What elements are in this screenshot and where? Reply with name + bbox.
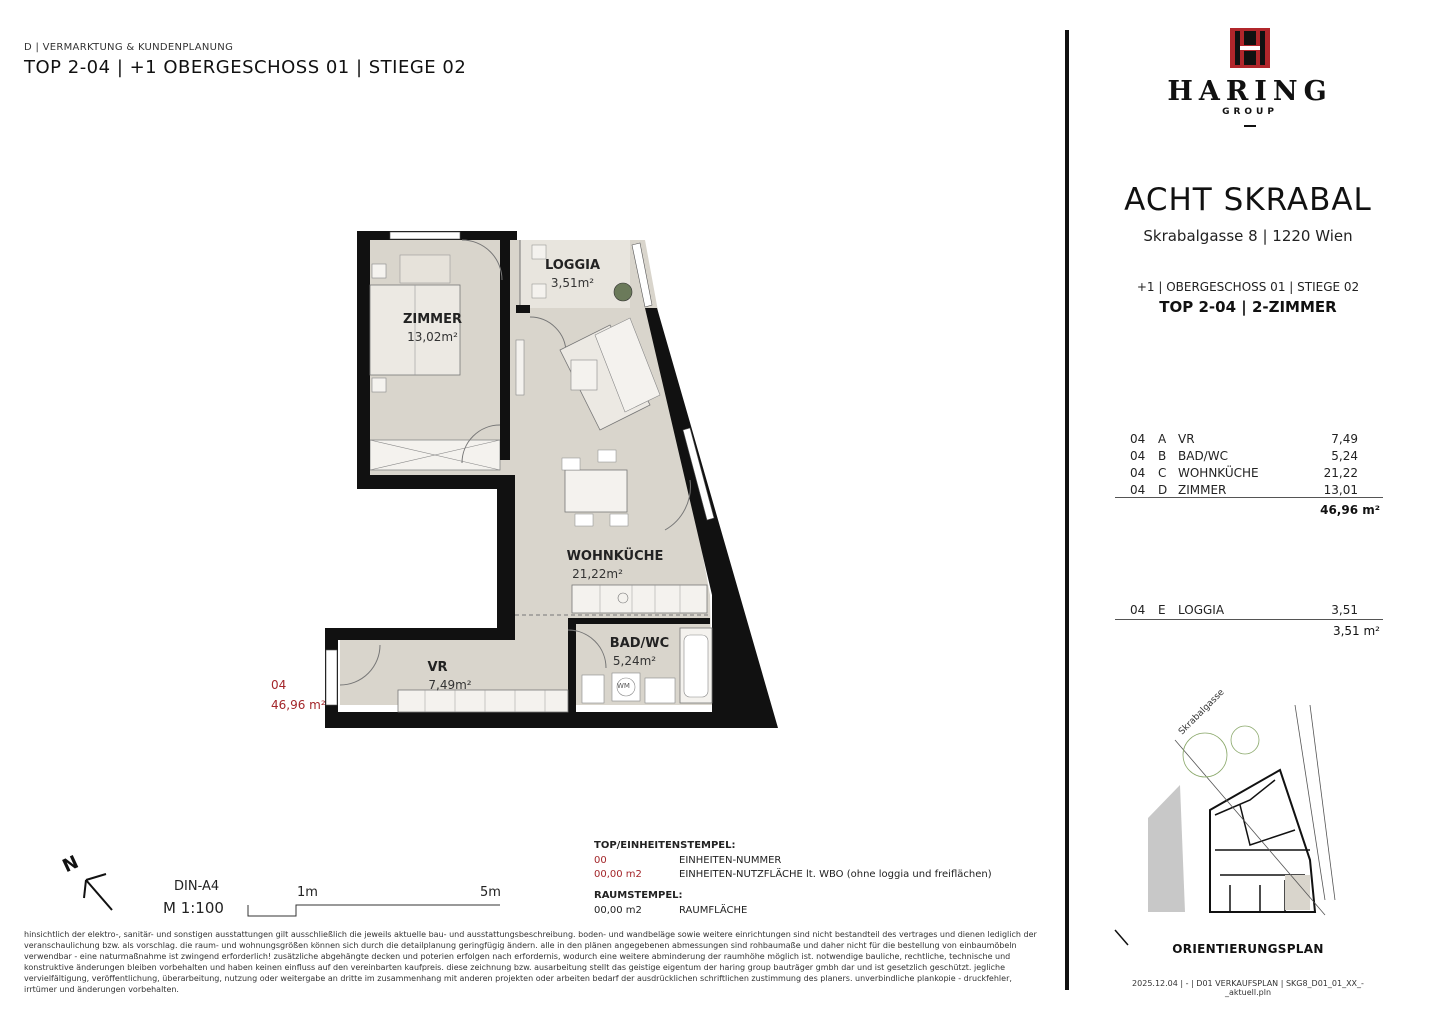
orientation-street: Skrabalgasse [1177,687,1227,738]
room-key: D [1158,483,1168,497]
unit-stamp-area: 46,96 m² [271,698,326,712]
outdoor-table [1130,603,1380,620]
table-row [1130,449,1380,466]
room-label-wohnkueche: WOHNKÜCHE [566,549,664,564]
room-name: BAD/WC [1178,449,1228,463]
stamp-label-area: EINHEITEN-NUTZFLÄCHE lt. WBO (ohne loggia und freiflächen) [679,869,992,880]
scale-ratio: M 1:100 [163,899,224,917]
project-name: ACHT SKRABAL [1124,182,1372,218]
room-area: 3,51 [1331,603,1358,617]
room-unit: 04 [1130,449,1146,463]
orientation-label: ORIENTIERUNGSPLAN [1172,942,1324,956]
room-area-bad: 5,24m² [612,654,657,668]
brand-name: HARING [1167,76,1333,107]
table-row [1130,432,1380,449]
room-area: 13,01 [1323,483,1358,497]
hall-wardrobe [398,690,568,712]
room-stamp-label: RAUMFLÄCHE [679,905,748,916]
room-stamp-heading: RAUMSTEMPEL: [594,890,683,901]
room-area: 7,49 [1331,432,1358,446]
room-area-loggia: 3,51m² [550,276,595,290]
tv-cabinet [516,340,524,395]
project-unit: TOP 2-04 | 2-ZIMMER [1159,298,1337,316]
room-label-bad: BAD/WC [609,636,670,651]
table-row [1130,603,1380,620]
toilet [582,675,604,703]
table-row [1130,466,1380,483]
rooms-table [1130,432,1380,500]
room-unit: 04 [1130,466,1146,480]
brand-logo [1150,28,1350,127]
room-key: B [1158,449,1167,463]
stamp-code-unit: 00 [594,855,607,866]
rooms-sum-line [1115,497,1383,498]
brand-sub: GROUP [1222,107,1278,117]
page-title: TOP 2-04 | +1 OBERGESCHOSS 01 | STIEGE 02 [24,57,467,78]
loggia-plant [614,283,632,301]
disclaimer-text: hinsichtlich der elektro-, sanitär- und sonstigen ausstattungen gilt ausschließlich die jeweils aktuelle bau- und ausstattungsbeschreibung. boden- und wandbeläge sowie weitere einrichtungen sind nicht bestandteil des vertrages und dienen lediglich der veranschaulichung bzw. als vorschlag. die raum- und wohnungsgrößen können sich durch die detailplanung geringfügig ändern. alle in den plänen angegebenen abmessungen sind rohbaumaße und daher nicht für die bestellung von einbaumöbeln verwendbar - eine naturmaßnahme ist zwingend erforderlich! zusätzliche abgehängte decken und poterien erfolgen nach erfordernis, wodurch eine weitere abminderung der raumhöhe möglich ist. notwendige bauliche, rechtliche, technische und konstruktive änderungen bleiben vorbehalten und haben keinen einfluss auf den vereinbarten kaufpreis. diese zeichnung bzw. ausarbeitung stellt das geistige eigentum der haring group bauträger gmbh dar und ist gesetzlich geschützt. jegliche vervielfältigung, veröffentlichung, überarbeitung, nutzung oder weitergabe an dritte im zusammenhang mit anderen projekten oder arbeiten bedarf der ausdrücklichen schriftlichen zustimmung des planers. unverbindliche plankopie - druckfehler, irrtümer und änderungen vorbehalten. [24,930,1037,994]
scale-tick-1: 1m [297,885,318,900]
footer-reference: 2025.12.04 | - | D01 VERKAUFSPLAN | SKG8_D01_01_XX_-_aktuell.pln [1132,979,1364,997]
department-label: D | VERMARKTUNG & KUNDENPLANUNG [24,42,234,53]
room-name: VR [1178,432,1195,446]
stamp-heading: TOP/EINHEITENSTEMPEL: [594,840,736,851]
room-label-zimmer: ZIMMER [402,312,463,327]
paper-format: DIN-A4 [174,879,220,894]
north-arrow-icon [84,874,112,910]
room-key: E [1158,603,1166,617]
room-key: A [1158,432,1167,446]
room-area: 5,24 [1331,449,1358,463]
orientation-plan [1110,687,1386,930]
room-stamp-code: 00,00 m2 [594,905,642,916]
stamp-code-area: 00,00 m2 [594,869,642,880]
room-name: ZIMMER [1178,483,1227,497]
unit-stamp-number: 04 [271,678,287,692]
room-area: 21,22 [1323,466,1358,480]
room-area-wohnkueche: 21,22m² [572,567,623,581]
outdoor-sum-line [1115,619,1383,620]
room-name: WOHNKÜCHE [1178,466,1259,480]
kitchen-counter [572,585,707,613]
north-label: N [59,851,82,878]
wm-label: WM [617,682,630,690]
project-level: +1 | OBERGESCHOSS 01 | STIEGE 02 [1136,280,1360,294]
room-name: LOGGIA [1178,603,1225,617]
room-area-zimmer: 13,02m² [407,330,458,344]
room-label-vr: VR [427,660,448,675]
outdoor-total: 3,51 m² [1332,624,1380,638]
haring-logo-icon [1230,28,1270,68]
rooms-total: 46,96 m² [1320,503,1380,517]
project-address: Skrabalgasse 8 | 1220 Wien [1143,227,1353,245]
room-key: C [1158,466,1167,480]
room-unit: 04 [1130,483,1146,497]
stamp-label-unit: EINHEITEN-NUMMER [679,855,782,866]
room-unit: 04 [1130,603,1146,617]
room-label-loggia: LOGGIA [544,258,601,273]
room-unit: 04 [1130,432,1146,446]
scale-tick-5: 5m [480,885,501,900]
divider [1065,30,1069,990]
scale-bar [248,905,500,916]
room-area-vr: 7,49m² [428,678,472,692]
sink [645,678,675,703]
coffee-table [571,360,597,390]
brand-dash [1244,125,1256,127]
